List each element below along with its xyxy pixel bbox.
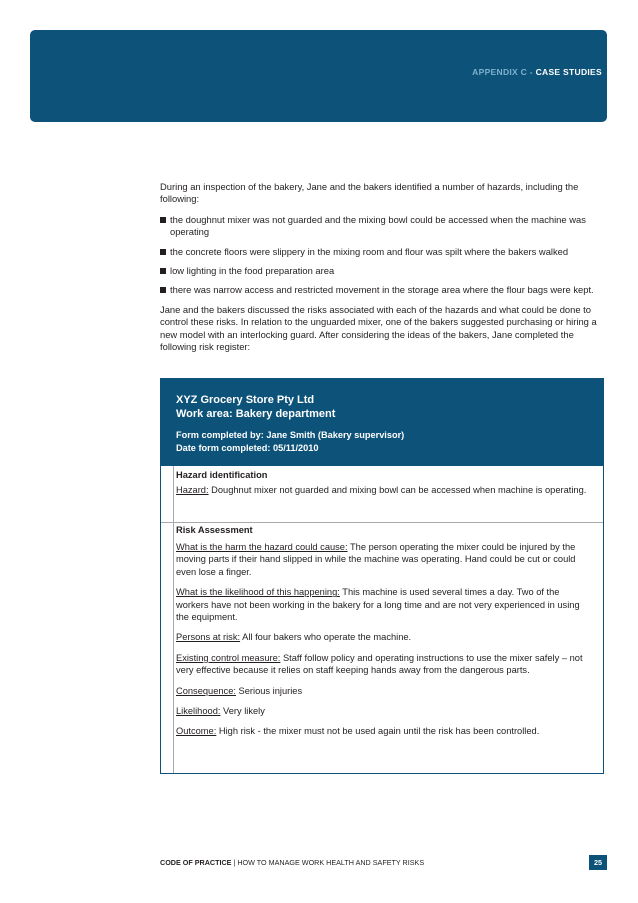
hazard-text: Doughnut mixer not guarded and mixing bowl can be accessed when machine is operating. [208,485,587,495]
date-completed: Date form completed: 05/11/2010 [176,443,319,453]
hazard-section [161,466,603,520]
list-item: low lighting in the food preparation area [160,265,600,277]
hazard-section-title: Hazard identification [176,470,268,480]
register-header [161,379,603,466]
section-title-prefix: APPENDIX C - [472,67,536,77]
list-item: the concrete floors were slippery in the mixing room and flour was spilt where the bakers walked [160,246,600,258]
harm-entry [176,541,591,578]
list-item: the doughnut mixer was not guarded and the mixing bowl could be accessed when the machine was operating [160,214,600,239]
form-details [176,429,404,455]
section-title [472,67,602,77]
footer-code: CODE OF PRACTICE [160,858,232,867]
intro-paragraph: During an inspection of the bakery, Jane and the bakers identified a number of hazards, including the following: [160,181,579,205]
outcome-label: Outcome: [176,726,217,737]
footer-title: HOW TO MANAGE WORK HEALTH AND SAFETY RISKS [237,858,425,867]
page-footer [160,858,424,867]
risk-section [161,520,603,738]
register-company [176,393,335,421]
hazard-label: Hazard: [176,485,209,495]
consequence-text: Serious injuries [235,685,303,696]
likelihood-question-entry [176,586,591,623]
persons-entry [176,631,591,643]
footer-separator: | [233,858,236,867]
risk-section-title: Risk Assessment [176,525,253,535]
completed-by: Form completed by: Jane Smith (Bakery supervisor) [176,430,405,440]
control-entry [176,652,591,677]
list-item: there was narrow access and restricted movement in the storage area where the flour bags were kept. [160,284,600,296]
consequence-label: Consequence: [176,685,236,696]
control-text: Staff follow policy and operating instructions to use the mixer safely – not very effective because it relies on staff keeping hands away from the dangerous parts. [176,652,583,676]
likelihood-question-text: This machine is used several times a day. Two of the workers have not been working in the bakery for a long time and are not very experienced in using the equipment. [176,587,580,623]
company-name: XYZ Grocery Store Pty Ltd [176,394,315,406]
likelihood-question-label: What is the likelihood of this happening: [176,587,340,598]
body-content [160,181,600,361]
work-area: Work area: Bakery department [176,408,336,420]
consequence-entry [176,685,591,697]
risk-register [160,378,604,774]
outcome-entry [176,725,591,737]
persons-label: Persons at risk: [176,632,241,643]
discussion-paragraph: Jane and the bakers discussed the risks associated with each of the hazards and what could be done to control these risks. In relation to the unguarded mixer, one of the bakers suggested purchasing or hiring a new model with an interlocking guard. After considering the ideas of the bakers, Jane completed the following risk register: [160,303,597,353]
hazard-entry [176,484,591,496]
likelihood-entry [176,705,591,717]
outcome-text: High risk - the mixer must not be used again until the risk has been controlled. [216,726,540,737]
harm-text: The person operating the mixer could be injured by the moving parts if their hand slipped in while the machine was operating. Hand could be cut or could even lose a finger. [176,542,576,577]
section-title-text: CASE STUDIES [535,67,602,77]
persons-text: All four bakers who operate the machine. [240,632,412,643]
harm-label: What is the harm the hazard could cause: [176,542,348,552]
control-label: Existing control measure: [176,652,281,663]
likelihood-label: Likelihood: [176,706,221,717]
page-number: 25 [589,855,607,870]
likelihood-text: Very likely [220,706,265,717]
